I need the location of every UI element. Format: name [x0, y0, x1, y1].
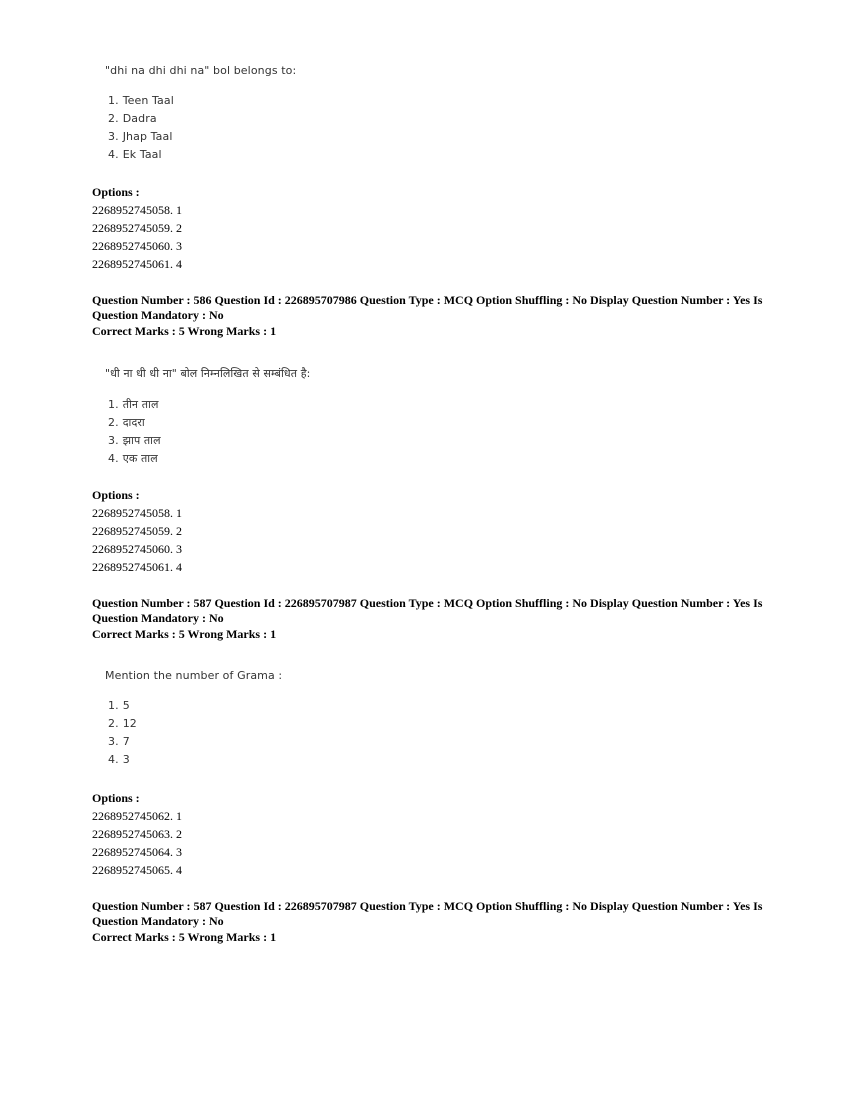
- question-1-image: [105, 64, 296, 164]
- option-row: 2268952745062. 1: [92, 809, 182, 823]
- option-row: 2268952745059. 2: [92, 221, 182, 235]
- choice-item: 4. 3: [108, 753, 130, 766]
- option-row: 2268952745061. 4: [92, 560, 182, 574]
- options-title: Options :: [92, 791, 140, 805]
- option-row: 2268952745063. 2: [92, 827, 182, 841]
- choice-item: 2. 12: [108, 717, 137, 730]
- marks-line: Correct Marks : 5 Wrong Marks : 1: [92, 324, 277, 338]
- question-3-image: [105, 669, 282, 769]
- question-text: "धी ना धी धी ना" बोल निम्नलिखित से सम्बंधित है:: [105, 367, 311, 380]
- question-2-image: [105, 366, 310, 468]
- choice-list: [105, 92, 296, 164]
- options-block-1: [92, 184, 772, 273]
- option-row: 2268952745058. 1: [92, 506, 182, 520]
- option-row: 2268952745061. 4: [92, 257, 182, 271]
- options-title: Options :: [92, 185, 140, 199]
- meta-line: Question Mandatory : No: [92, 308, 224, 322]
- options-title: Options :: [92, 488, 140, 502]
- question-text: Mention the number of Grama :: [105, 669, 283, 682]
- option-row: 2268952745065. 4: [92, 863, 182, 877]
- meta-line: Question Number : 587 Question Id : 226895707987 Question Type : MCQ Option Shuffling : No Display Question Number : Yes Is: [92, 899, 763, 913]
- question-meta-587: [92, 596, 772, 642]
- choice-list: [105, 396, 310, 468]
- question-meta-587-repeat: [92, 899, 772, 945]
- choice-item: 2. Dadra: [108, 112, 157, 125]
- choice-item: 3. Jhap Taal: [108, 130, 173, 143]
- meta-line: Question Number : 587 Question Id : 226895707987 Question Type : MCQ Option Shuffling : No Display Question Number : Yes Is: [92, 596, 763, 610]
- option-row: 2268952745060. 3: [92, 542, 182, 556]
- choice-item: 1. Teen Taal: [108, 94, 174, 107]
- options-block-3: [92, 790, 772, 879]
- choice-item: 3. झाप ताल: [108, 434, 161, 447]
- option-row: 2268952745064. 3: [92, 845, 182, 859]
- meta-line: Question Mandatory : No: [92, 914, 224, 928]
- question-meta-586: [92, 293, 772, 339]
- choice-item: 4. एक ताल: [108, 452, 158, 465]
- choice-item: 4. Ek Taal: [108, 148, 162, 161]
- marks-line: Correct Marks : 5 Wrong Marks : 1: [92, 627, 277, 641]
- option-row: 2268952745059. 2: [92, 524, 182, 538]
- choice-list: [105, 697, 282, 769]
- meta-line: Question Number : 586 Question Id : 226895707986 Question Type : MCQ Option Shuffling : No Display Question Number : Yes Is: [92, 293, 763, 307]
- meta-line: Question Mandatory : No: [92, 611, 224, 625]
- question-text: "dhi na dhi dhi na" bol belongs to:: [105, 64, 297, 77]
- options-block-2: [92, 487, 772, 576]
- choice-item: 2. दादरा: [108, 416, 145, 429]
- choice-item: 1. 5: [108, 699, 130, 712]
- marks-line: Correct Marks : 5 Wrong Marks : 1: [92, 930, 277, 944]
- choice-item: 1. तीन ताल: [108, 398, 159, 411]
- choice-item: 3. 7: [108, 735, 130, 748]
- option-row: 2268952745060. 3: [92, 239, 182, 253]
- option-row: 2268952745058. 1: [92, 203, 182, 217]
